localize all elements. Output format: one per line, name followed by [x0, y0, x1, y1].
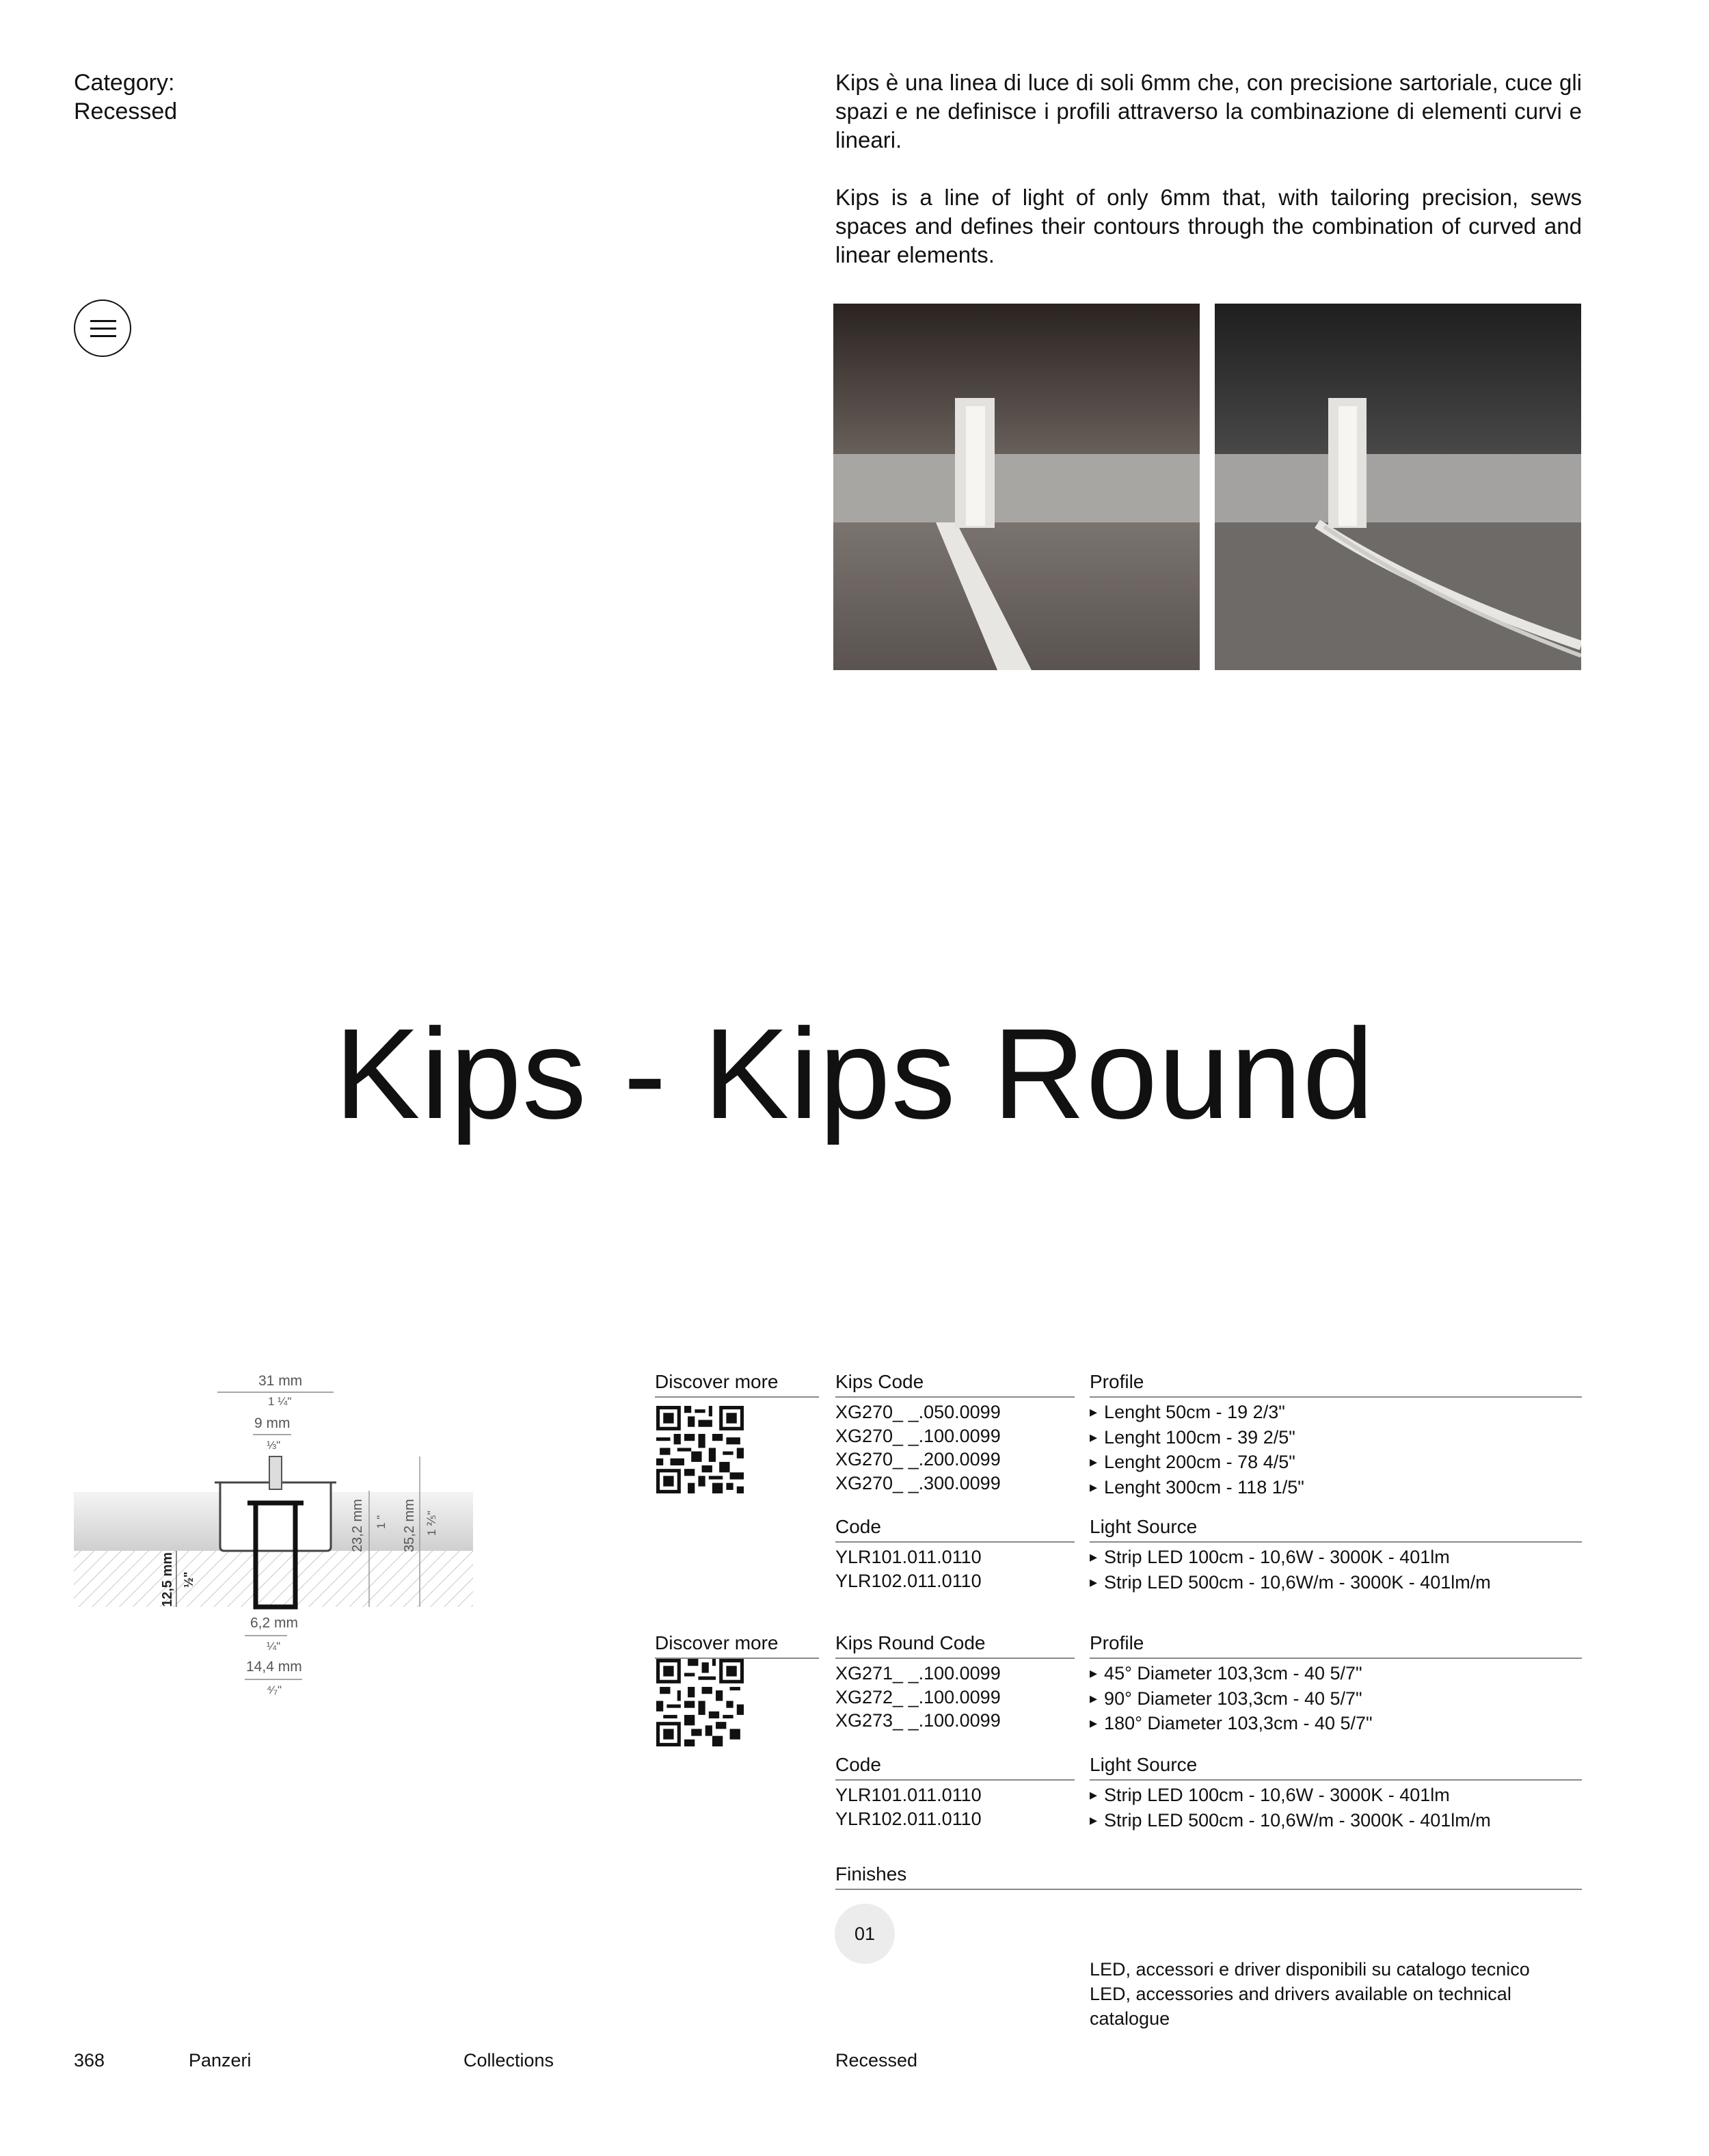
- kips-light-item: ▸ Strip LED 500cm - 10,6W/m - 3000K - 401lm/m: [1090, 1571, 1582, 1596]
- kips-code-item: XG270_ _.200.0099: [835, 1449, 1001, 1469]
- kips-discover-label: Discover more: [655, 1370, 819, 1398]
- kips-light-column: [1090, 1515, 1582, 1595]
- kips-light-item: ▸ Strip LED 100cm - 10,6W - 3000K - 401lm: [1090, 1545, 1582, 1571]
- footer-brand: Panzeri: [189, 2050, 252, 2071]
- kips-led-code-column: [835, 1515, 1075, 1593]
- dim-width-top-in: 1 ¼": [268, 1395, 292, 1408]
- kips-round-discover-section: [655, 1632, 819, 1659]
- kips-qr-code[interactable]: [656, 1406, 744, 1497]
- product-photo-curved: [1215, 304, 1581, 670]
- intro-english: Kips is a line of light of only 6mm that, with tailoring precision, sews spaces and defines their contours through the combination of curved and linear elements.: [835, 185, 1582, 267]
- kips-round-code-header: Kips Round Code: [835, 1632, 1075, 1659]
- kips-discover-section: [655, 1370, 819, 1398]
- finishes-section: [835, 1863, 1582, 1890]
- footer-category: Recessed: [835, 2050, 918, 2071]
- dim-slot: 9 mm: [254, 1415, 291, 1431]
- kips-code-item: XG270_ _.100.0099: [835, 1425, 1001, 1446]
- catalogue-note-italian: LED, accessori e driver disponibili su catalogo tecnico: [1090, 1959, 1530, 1980]
- kips-round-code-item: XG271_ _.100.0099: [835, 1663, 1001, 1683]
- kips-profile-item: ▸ Lenght 200cm - 78 4/5": [1090, 1450, 1582, 1476]
- kips-round-led-code-item: YLR102.011.0110: [835, 1808, 982, 1829]
- kips-code-column: [835, 1370, 1075, 1495]
- kips-round-profile-item: ▸ 180° Diameter 103,3cm - 40 5/7": [1090, 1712, 1582, 1737]
- intro-italian: Kips è una linea di luce di soli 6mm che, con precisione sartoriale, cuce gli spazi e ne definisce i profili attraverso la combinazione di elementi curvi e lineari.: [835, 70, 1582, 152]
- kips-profile-column: [1090, 1370, 1582, 1500]
- dim-height-inner-in: 1 ": [375, 1515, 388, 1529]
- kips-round-light-item: ▸ Strip LED 100cm - 10,6W - 3000K - 401lm: [1090, 1783, 1582, 1809]
- kips-round-code-item: XG273_ _.100.0099: [835, 1710, 1001, 1731]
- kips-code-item: XG270_ _.300.0099: [835, 1472, 1001, 1493]
- dim-height-total-in: 1 ⅖": [425, 1510, 438, 1536]
- dim-width-top: 31 mm: [258, 1373, 303, 1389]
- kips-profile-item: ▸ Lenght 300cm - 118 1/5": [1090, 1476, 1582, 1501]
- dim-height-total: 35,2 mm: [402, 1499, 417, 1552]
- catalogue-note: [1090, 1957, 1589, 2031]
- kips-profile-item: ▸ Lenght 50cm - 19 2/3": [1090, 1400, 1582, 1426]
- kips-round-light-column: [1090, 1753, 1582, 1833]
- dim-width-base-in: ⁴⁄₇": [267, 1683, 282, 1696]
- kips-round-profile-item: ▸ 90° Diameter 103,3cm - 40 5/7": [1090, 1687, 1582, 1712]
- dim-width-bottom: 6,2 mm: [250, 1615, 299, 1631]
- category-block: [74, 68, 177, 126]
- kips-round-profile-header: Profile: [1090, 1632, 1582, 1659]
- kips-code-header: Kips Code: [835, 1370, 1075, 1398]
- kips-round-light-header: Light Source: [1090, 1753, 1582, 1781]
- dim-width-bottom-in: ¼": [267, 1640, 281, 1653]
- category-value: Recessed: [74, 98, 178, 124]
- kips-round-led-code-item: YLR101.011.0110: [835, 1785, 982, 1805]
- menu-icon-bar: [90, 328, 116, 330]
- kips-round-code-column: [835, 1632, 1075, 1733]
- kips-round-profile-item: ▸ 45° Diameter 103,3cm - 40 5/7": [1090, 1662, 1582, 1687]
- product-title: Kips - Kips Round: [334, 1002, 1375, 1145]
- kips-profile-item: ▸ Lenght 100cm - 39 2/5": [1090, 1426, 1582, 1451]
- footer-page-number: 368: [74, 2050, 105, 2071]
- kips-light-header: Light Source: [1090, 1515, 1582, 1543]
- kips-round-code-item: XG272_ _.100.0099: [835, 1686, 1001, 1707]
- technical-drawing: [74, 1368, 484, 1709]
- kips-round-profile-column: [1090, 1632, 1582, 1737]
- dim-depth: 12,5 mm: [160, 1552, 175, 1607]
- dim-width-base: 14,4 mm: [246, 1659, 302, 1675]
- intro-text: [835, 68, 1582, 298]
- kips-led-code-header: Code: [835, 1515, 1075, 1543]
- kips-round-light-item: ▸ Strip LED 500cm - 10,6W/m - 3000K - 401lm/m: [1090, 1809, 1582, 1834]
- kips-led-code-item: YLR102.011.0110: [835, 1570, 982, 1591]
- dim-height-inner: 23,2 mm: [350, 1499, 365, 1552]
- kips-round-led-code-column: [835, 1753, 1075, 1831]
- menu-icon-bar: [90, 320, 116, 322]
- kips-round-discover-label: Discover more: [655, 1632, 819, 1659]
- menu-button[interactable]: [74, 300, 131, 357]
- finishes-header: Finishes: [835, 1863, 1582, 1890]
- dim-slot-in: ⅓": [267, 1439, 281, 1452]
- kips-profile-header: Profile: [1090, 1370, 1582, 1398]
- kips-led-code-item: YLR101.011.0110: [835, 1547, 982, 1567]
- catalogue-note-english: LED, accessories and drivers available on technical catalogue: [1090, 1984, 1511, 2029]
- kips-round-qr-code[interactable]: [656, 1659, 744, 1750]
- product-photo-straight: [833, 304, 1200, 670]
- finish-swatch-01[interactable]: 01: [835, 1904, 895, 1964]
- menu-icon-bar: [90, 335, 116, 337]
- footer-section: Collections: [463, 2050, 554, 2071]
- kips-round-led-code-header: Code: [835, 1753, 1075, 1781]
- category-label: Category:: [74, 70, 175, 96]
- dim-depth-in: ½": [182, 1571, 196, 1588]
- kips-code-item: XG270_ _.050.0099: [835, 1402, 1001, 1422]
